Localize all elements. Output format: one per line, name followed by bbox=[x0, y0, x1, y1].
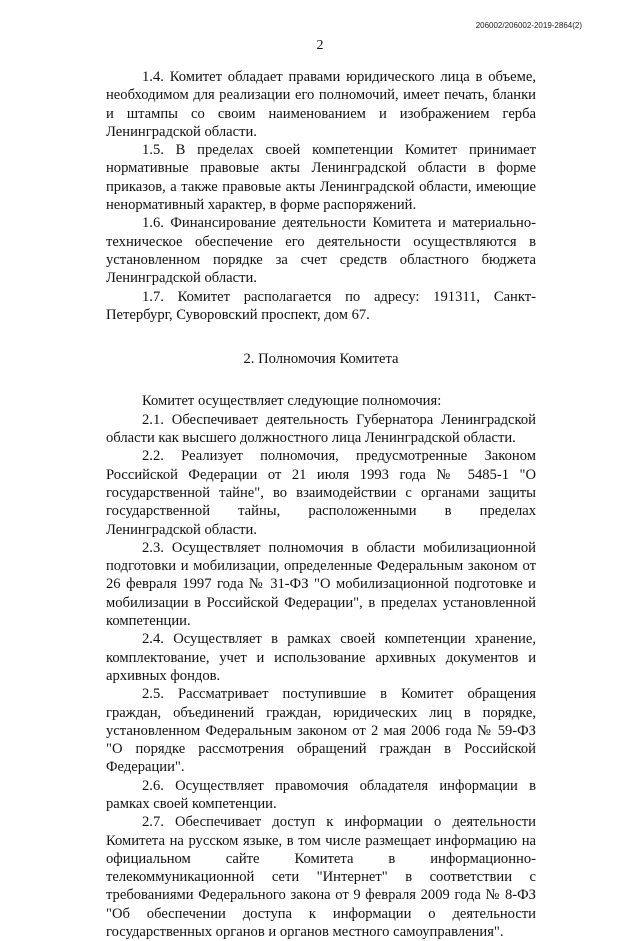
paragraph-2-2: 2.2. Реализует полномочия, предусмотренные Законом Российской Федерации от 21 июля 1993 года № 5485-1 "О государственной тайне", во взаимодействии с органами защиты государственной тайны, расположенными в пределах Ленинградской области. bbox=[106, 448, 536, 538]
paragraph-2-5: 2.5. Рассматривает поступившие в Комитет обращения граждан, объединений граждан, юридических лиц в порядке, установленном Федеральным законом от 2 мая 2006 года № 59-ФЗ "О порядке рассмотрения обращений граждан в Российской Федерации". bbox=[106, 686, 536, 776]
paragraph-1-6: 1.6. Финансирование деятельности Комитета и материально-техническое обеспечение его деятельности осуществляются в установленном порядке за счет средств областного бюджета Ленинградской области. bbox=[106, 215, 536, 287]
section-intro: Комитет осуществляет следующие полномочия: bbox=[142, 393, 442, 410]
section-title bbox=[106, 350, 536, 368]
paragraph-2-1: 2.1. Обеспечивает деятельность Губернатора Ленинградской области как высшего должностного лица Ленинградской области. bbox=[106, 411, 536, 447]
paragraph-2-4: 2.4. Осуществляет в рамках своей компетенции хранение, комплектование, учет и использование архивных документов и архивных фондов. bbox=[106, 631, 536, 684]
paragraph-2-6: 2.6. Осуществляет правомочия обладателя информации в рамках своей компетенции. bbox=[106, 777, 536, 812]
paragraph-1-5: 1.5. В пределах своей компетенции Комитет принимает нормативные правовые акты Ленинградской области в форме приказов, а также правовые акты Ленинградской области, имеющие ненормативный характер, в форме распоряжений. bbox=[106, 142, 536, 214]
paragraph-2-7: 2.7. Обеспечивает доступ к информации о деятельности Комитета на русском языке, в том числе размещает информацию на официальном сайте Комитета в информационно-телекоммуникационной сети "Интернет" в соответствии с требованиями Федерального закона от 9 февраля 2009 года № 8-ФЗ "Об обеспечении доступа к информации о деятельности государственных органов и органов местного самоуправления". bbox=[106, 814, 536, 941]
document-body bbox=[106, 68, 536, 941]
document-id: 206002/206002-2019-2864(2) bbox=[475, 21, 582, 30]
paragraph-1-7: 1.7. Комитет располагается по адресу: 191311, Санкт-Петербург, Суворовский проспект, дом 67. bbox=[106, 288, 536, 323]
paragraph-2-3: 2.3. Осуществляет полномочия в области мобилизационной подготовки и мобилизации, определенные Федеральным законом от 26 февраля 1997 года № 31-ФЗ "О мобилизационной подготовке и мобилизации в Российской Федерации", в пределах установленной компетенции. bbox=[106, 539, 536, 630]
page-number: 2 bbox=[316, 38, 324, 53]
paragraph-1-4: 1.4. Комитет обладает правами юридического лица в объеме, необходимом для реализации его полномочий, имеет печать, бланки и штампы со своим наименованием и изображением герба Ленинградской области. bbox=[106, 69, 536, 140]
section-title-text: 2. Полномочия Комитета bbox=[243, 351, 399, 368]
